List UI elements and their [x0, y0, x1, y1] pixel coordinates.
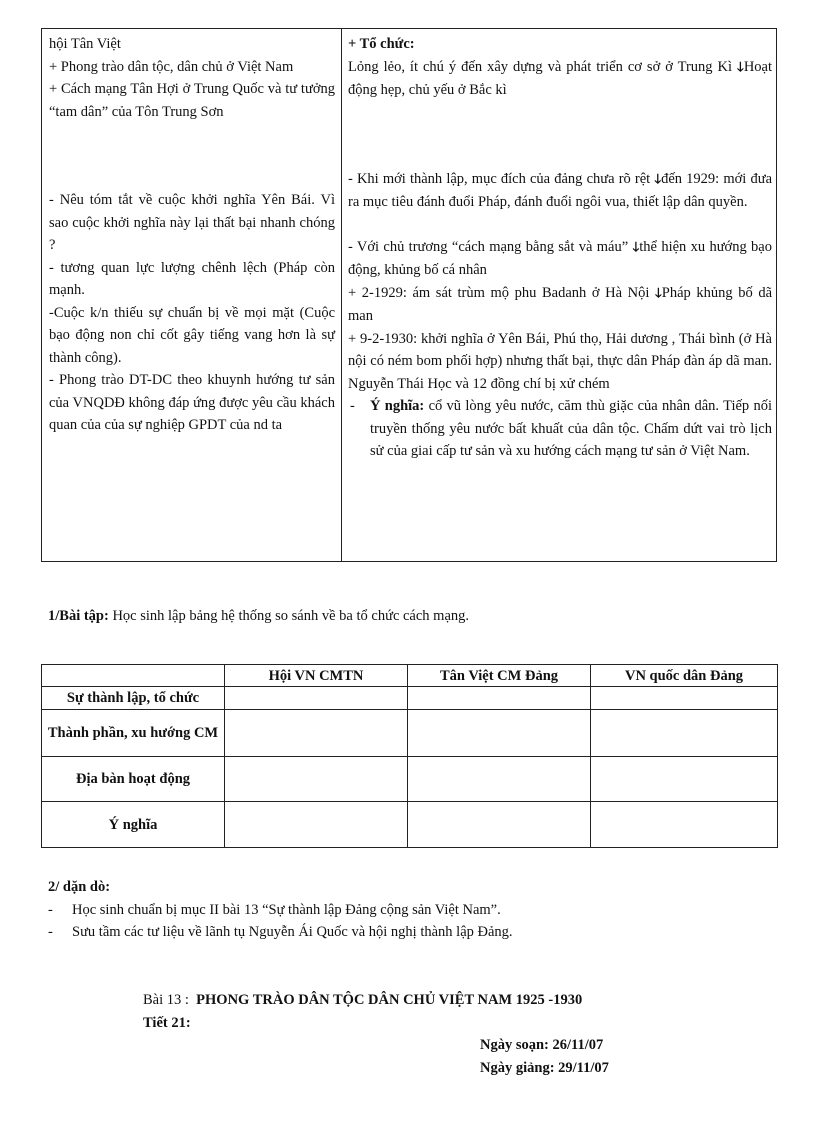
row-label: Địa bàn hoạt động [42, 757, 225, 802]
lesson-content-table [41, 28, 777, 562]
date-prepared: Ngày soạn: 26/11/07 [480, 1037, 604, 1053]
org-text: Lỏng lẻo, ít chú ý đến xây dựng và phát triển cơ sở ở Trung Kì 🡓Hoạt động hẹp, chủ yếu ở Bắc kì [348, 58, 772, 98]
goal-text: - Khi mới thành lập, mục đích của đảng chưa rõ rệt 🡓đến 1929: mới đưa ra mục tiêu đánh đuổi Pháp, đánh đuổi ngôi vua, thiết lập dân quyền. [348, 170, 773, 210]
left-line: + Cách mạng Tân Hợi ở Trung Quốc và tư tưởng “tam dân” của Tôn Trung Sơn [49, 81, 335, 120]
arrow-down-icon: 🡓 [654, 171, 662, 187]
exercise-line: 1/Bài tập: Học sinh lập bảng hệ thống so sánh về ba tổ chức cách mạng. [48, 608, 470, 624]
row-label: Thành phần, xu hướng CM [42, 710, 225, 757]
table-row [42, 802, 778, 848]
list-item: - Sưu tầm các tư liệu về lãnh tụ Nguyễn Ái Quốc và hội nghị thành lập Đảng. [48, 924, 513, 940]
table-cell [408, 802, 591, 848]
table-header-cell: VN quốc dân Đảng [591, 665, 778, 687]
list-item: - Học sinh chuẩn bị mục II bài 13 “Sự thành lập Đảng cộng sản Việt Nam”. [48, 901, 501, 918]
table-row [42, 757, 778, 802]
left-column [49, 33, 335, 437]
row-label: Sự thành lập, tổ chức [42, 687, 225, 710]
table-row [42, 687, 778, 710]
table-cell [225, 687, 408, 710]
table-cell [591, 687, 778, 710]
lesson-title: Bài 13 : PHONG TRÀO DÂN TỘC DÂN CHỦ VIỆT NAM 1925 -1930 [143, 992, 583, 1008]
column-divider [341, 29, 342, 561]
table-cell [591, 757, 778, 802]
table-header-cell: Hội VN CMTN [225, 665, 408, 687]
table-cell [225, 710, 408, 757]
event-1929: + 2-1929: ám sát trùm mộ phu Badanh ở Hà Nội 🡓Pháp khủng bố dã man [348, 284, 773, 324]
lesson-dates [480, 1034, 780, 1079]
answer-line: - Phong trào DT-DC theo khuynh hướng tư sản của VNQDĐ không đáp ứng được yêu cầu khách quan của của sự nghiệp GPDT của nd ta [49, 372, 335, 433]
table-cell [408, 757, 591, 802]
left-line: + Phong trào dân tộc, dân chủ ở Việt Nam [49, 58, 294, 75]
table-cell [591, 802, 778, 848]
comparison-table [41, 664, 778, 848]
arrow-down-icon: 🡓 [655, 285, 662, 301]
meaning-item: - Ý nghĩa: cổ vũ lòng yêu nước, căm thù giặc của nhân dân. Tiếp nối truyền thống yêu nước bất khuất của dân tộc. Chấm dứt vai trò lịch sử của giai cấp tư sản và xu hướng cách mạng tư sản ở Việt Nam. [350, 398, 772, 459]
table-cell [225, 802, 408, 848]
table-header-cell [42, 665, 225, 687]
event-1930: + 9-2-1930: khởi nghĩa ở Yên Bái, Phú thọ, Hải dương , Thái bình (ở Hà nội có ném bom phối hợp) nhưng thất bại, thực dân Pháp đàn áp dã man. Nguyễn Thái Học và 12 đồng chí bị xử chém [348, 330, 772, 392]
table-cell [408, 710, 591, 757]
answer-line: - tương quan lực lượng chênh lệch (Pháp còn mạnh. [49, 259, 335, 298]
policy-text: - Với chủ trương “cách mạng bằng sắt và máu” 🡓thể hiện xu hướng bạo động, khủng bố cá nhân [348, 238, 772, 278]
date-taught: Ngày giảng: 29/11/07 [480, 1059, 609, 1076]
row-label: Ý nghĩa [42, 802, 225, 848]
lesson-period: Tiết 21: [143, 1014, 191, 1031]
meaning-label: Ý nghĩa: [370, 398, 425, 414]
table-row [42, 710, 778, 757]
answer-line: -Cuộc k/n thiếu sự chuẩn bị về mọi mặt (Cuộc bạo động non chỉ cốt gây tiếng vang hơn là sự thành công). [49, 304, 335, 366]
question-yen-bai: - Nêu tóm tắt về cuộc khởi nghĩa Yên Bái. Vì sao cuộc khởi nghĩa này lại thất bại nhanh chóng ? [49, 192, 335, 253]
org-heading: + Tổ chức: [348, 36, 415, 52]
table-cell [408, 687, 591, 710]
table-cell [225, 757, 408, 802]
right-column [348, 33, 772, 463]
arrow-down-icon: 🡓 [737, 59, 744, 75]
left-line: hội Tân Việt [49, 36, 121, 52]
lesson-heading [143, 989, 743, 1034]
exercise-label: 1/Bài tập: [48, 608, 109, 624]
arrow-down-icon: 🡓 [632, 239, 640, 255]
homework-section [48, 876, 768, 944]
homework-label: 2/ dặn dò: [48, 879, 111, 895]
table-cell [591, 710, 778, 757]
table-header-cell: Tân Việt CM Đảng [408, 665, 591, 687]
table-header-row [42, 665, 778, 687]
